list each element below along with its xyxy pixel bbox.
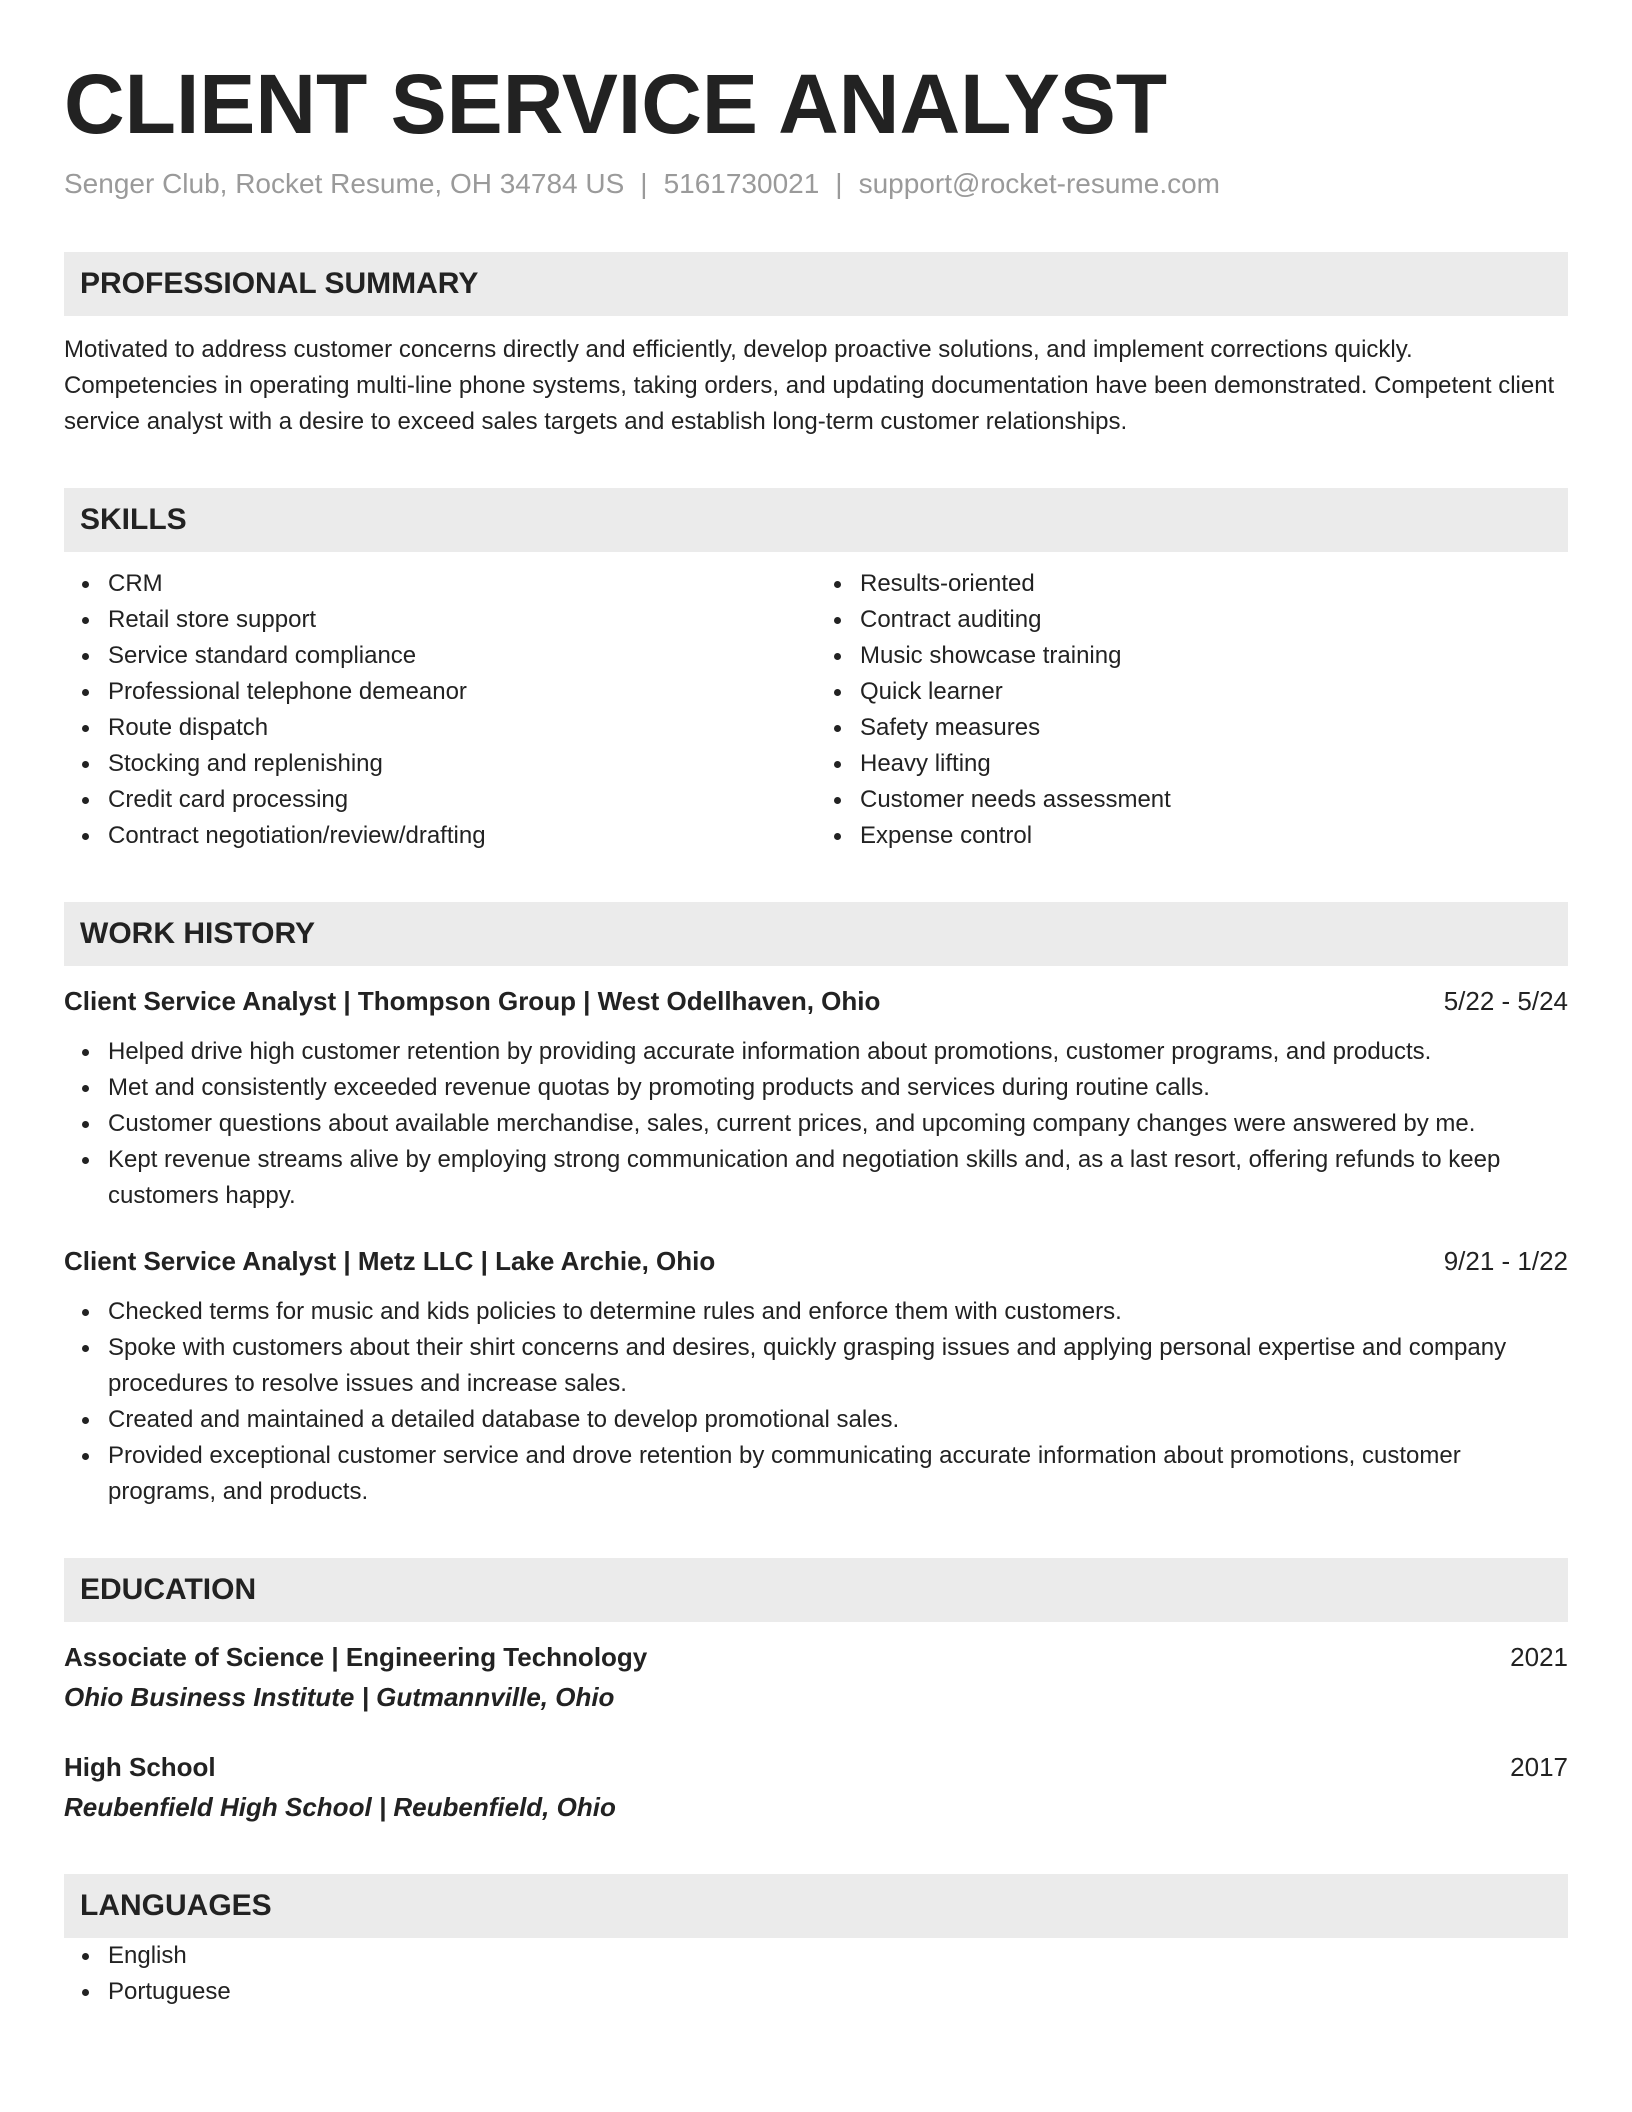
skill-item: Stocking and replenishing	[108, 746, 816, 782]
job-entry	[64, 1242, 1568, 1510]
job-bullet: Spoke with customers about their shirt concerns and desires, quickly grasping issues and applying personal expertise and company procedures to resolve issues and increase sales.	[108, 1330, 1568, 1402]
section-header-skills: SKILLS	[64, 488, 1568, 552]
education-header	[64, 1638, 1568, 1676]
section-header-languages: LANGUAGES	[64, 1874, 1568, 1938]
language-item: English	[108, 1938, 1568, 1974]
job-header	[64, 1242, 1568, 1280]
contact-line	[64, 164, 1568, 204]
job-header	[64, 982, 1568, 1020]
job-bullets	[64, 1034, 1568, 1214]
job-bullet: Checked terms for music and kids policies to determine rules and enforce them with customers.	[108, 1294, 1568, 1330]
skill-item: Safety measures	[860, 710, 1568, 746]
education-degree: High School	[64, 1752, 216, 1782]
job-bullet: Provided exceptional customer service and drove retention by communicating accurate information about promotions, customer programs, and products.	[108, 1438, 1568, 1510]
skill-item: Results-oriented	[860, 566, 1568, 602]
languages-list	[64, 1938, 1568, 2010]
education-entry	[64, 1638, 1568, 1716]
job-title: Client Service Analyst | Metz LLC | Lake Archie, Ohio	[64, 1246, 716, 1276]
education-year: 2017	[1510, 1752, 1568, 1782]
summary-text: Motivated to address customer concerns directly and efficiently, develop proactive solutions, and implement corrections quickly. Competencies in operating multi-line phone systems, taking orders, and updating documentation have been demonstrated. Competent client service analyst with a desire to exceed sales targets and establish long-term customer relationships.	[64, 336, 1555, 435]
job-entry	[64, 982, 1568, 1214]
job-bullets	[64, 1294, 1568, 1510]
contact-separator: |	[640, 168, 648, 199]
skill-item: Contract auditing	[860, 602, 1568, 638]
skills-column-left	[64, 566, 816, 854]
skills-column-right	[816, 566, 1568, 854]
education-header	[64, 1748, 1568, 1786]
skill-item: Route dispatch	[108, 710, 816, 746]
education-year: 2021	[1510, 1642, 1568, 1672]
skill-item: Music showcase training	[860, 638, 1568, 674]
section-header-work-history: WORK HISTORY	[64, 902, 1568, 966]
job-bullet: Customer questions about available merchandise, sales, current prices, and upcoming company changes were answered by me.	[108, 1106, 1568, 1142]
language-item: Portuguese	[108, 1974, 1568, 2010]
contact-email: support@rocket-resume.com	[858, 168, 1221, 199]
skill-item: CRM	[108, 566, 816, 602]
education-degree: Associate of Science | Engineering Technology	[64, 1642, 648, 1672]
contact-address: Senger Club, Rocket Resume, OH 34784 US	[64, 168, 625, 199]
education-entry	[64, 1748, 1568, 1826]
candidate-name: CLIENT SERVICE ANALYST	[64, 57, 1168, 151]
skill-item: Customer needs assessment	[860, 782, 1568, 818]
job-dates: 9/21 - 1/22	[1443, 1246, 1568, 1276]
skill-item: Service standard compliance	[108, 638, 816, 674]
education-school: Reubenfield High School | Reubenfield, Ohio	[64, 1792, 616, 1822]
skill-item: Professional telephone demeanor	[108, 674, 816, 710]
skill-item: Heavy lifting	[860, 746, 1568, 782]
job-bullet: Created and maintained a detailed database to develop promotional sales.	[108, 1402, 1568, 1438]
job-bullet: Kept revenue streams alive by employing strong communication and negotiation skills and, as a last resort, offering refunds to keep customers happy.	[108, 1142, 1568, 1214]
skills-list	[64, 566, 1568, 854]
skill-item: Retail store support	[108, 602, 816, 638]
section-header-summary: PROFESSIONAL SUMMARY	[64, 252, 1568, 316]
job-bullet: Met and consistently exceeded revenue quotas by promoting products and services during routine calls.	[108, 1070, 1568, 1106]
skill-item: Quick learner	[860, 674, 1568, 710]
skill-item: Expense control	[860, 818, 1568, 854]
contact-phone: 5161730021	[663, 168, 820, 199]
job-dates: 5/22 - 5/24	[1443, 986, 1568, 1016]
skill-item: Credit card processing	[108, 782, 816, 818]
education-school: Ohio Business Institute | Gutmannville, Ohio	[64, 1682, 615, 1712]
contact-separator: |	[835, 168, 843, 199]
job-title: Client Service Analyst | Thompson Group | West Odellhaven, Ohio	[64, 986, 881, 1016]
skill-item: Contract negotiation/review/drafting	[108, 818, 816, 854]
job-bullet: Helped drive high customer retention by providing accurate information about promotions, customer programs, and products.	[108, 1034, 1568, 1070]
section-header-education: EDUCATION	[64, 1558, 1568, 1622]
